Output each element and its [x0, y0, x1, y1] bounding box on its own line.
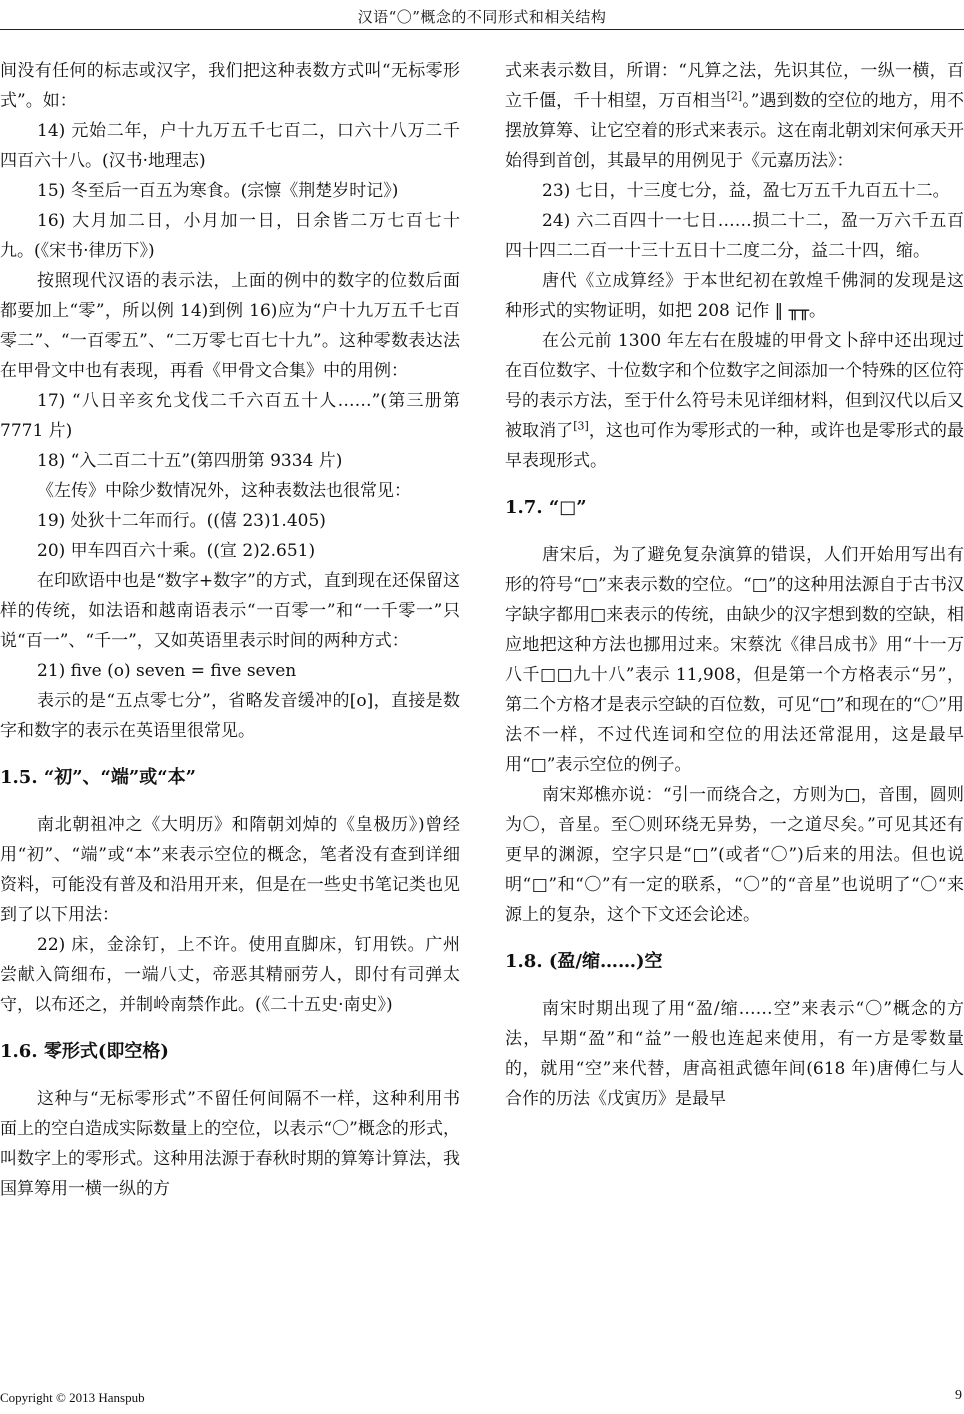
example-23: 23) 七日，十三度七分，益，盈七万五千九百五十二。 — [542, 181, 950, 201]
copyright: Copyright © 2013 Hanspub — [0, 1390, 145, 1405]
paragraph: 南北朝祖冲之《大明历》和隋朝刘焯的《皇极历》)曾经用“初”、“端”或“本”来表示空位的概念，笔者没有查到详细资料，可能没有普及和沿用开来，但是在一些史书笔记类也见到了以下用法： — [0, 815, 460, 925]
example-21: 21) five (o) seven = five seven — [37, 661, 297, 681]
example-24: 24) 六二百四十一七日……损二十二，盈一万六千五百四十四二二百一十三十五日十二度二分，益二十四，缩。 — [505, 211, 964, 261]
page-number: 9 — [955, 1388, 962, 1403]
section-heading-1-8: 1.8. (盈/缩……)空 — [505, 951, 663, 972]
paragraph-text: 。”遇到数的空位的地方，用不摆放算筹、让它空着的形式来表示。这在南北朝刘宋何承天开始得到首创，其最早的用例见于《元嘉历法》： — [505, 91, 964, 171]
example-15: 15) 冬至后一百五为寒食。(宗懔《荆楚岁时记》) — [37, 181, 399, 201]
paragraph: 唐宋后，为了避免复杂演算的错误，人们开始用写出有形的符号“□”来表示数的空位。“□”的这种用法源自于古书汉字缺字都用□来表示的传统，由缺少的汉字想到数的空缺，相应地把这种方法也挪用过来。宋蔡沈《律吕成书》用“十一万八千□□九十八”表示 11,908，但是第一个方格表示“另”，第二个方格才是表示空缺的百位数，可见“□”和现在的“〇”用法不一样，不过代连词和空位的用法还常混用，这是最早用“□”表示空位的例子。 — [505, 545, 964, 775]
paragraph: 按照现代汉语的表示法，上面的例中的数字的位数后面都要加上“零”，所以例 14)到例 16)应为“户十九万五千七百零二”、“一百零五”、“二万零七百七十九”。这种零数表达法在甲骨文中也有表现，再看《甲骨文合集》中的用例： — [0, 271, 460, 381]
paragraph-text: 式来表示数目，所谓：“凡算之法，先识其位，一纵一横，百立千僵，千十相望，万百相当 — [505, 61, 964, 111]
example-14: 14) 元始二年，户十九万五千七百二，口六十八万二千四百六十八。(汉书·地理志) — [0, 121, 460, 171]
paragraph: 南宋郑樵亦说：“引一而绕合之，方则为□，音围，圆则为〇，音星。至〇则环绕无异势，一之道尽矣。”可见其还有更早的渊源，空字只是“□”(或者“〇”)后来的用法。但也说明“□”和“〇”有一定的联系，“〇”的“音星”也说明了“〇“来源上的复杂，这个下文还会论述。 — [505, 785, 964, 925]
paragraph: 唐代《立成算经》于本世纪初在敦煌千佛洞的发现是这种形式的实物证明，如把 208 记作 ‖ ╥╥。 — [505, 271, 964, 321]
example-18: 18) “入二百二十五”(第四册第 9334 片) — [37, 451, 343, 471]
section-heading-1-5: 1.5. “初”、“端”或“本” — [0, 767, 196, 788]
left-column — [0, 56, 460, 1204]
paragraph-text: ，这也可作为零形式的一种，或许也是零形式的最早表现形式。 — [505, 421, 964, 471]
right-column — [505, 56, 964, 1114]
paragraph: 间没有任何的标志或汉字，我们把这种表数方式叫“无标零形式”。如： — [0, 61, 460, 111]
paragraph: 这种与“无标零形式”不留任何间隔不一样，这种利用书面上的空白造成实际数量上的空位，以表示“〇”概念的形式，叫数字上的零形式。这种用法源于春秋时期的算筹计算法，我国算筹用一横一纵的方 — [0, 1089, 460, 1199]
section-heading-1-7: 1.7. “□” — [505, 497, 587, 518]
example-19: 19) 处狄十二年而行。((僖 23)1.405) — [37, 511, 326, 531]
example-20: 20) 甲车四百六十乘。((宣 2)2.651) — [37, 541, 316, 561]
citation-2: [2] — [726, 89, 743, 103]
paragraph: 在印欧语中也是“数字+数字”的方式，直到现在还保留这样的传统，如法语和越南语表示“一百零一”和“一千零一”只说“百一”、“千一”，又如英语里表示时间的两种方式： — [0, 571, 460, 651]
citation-3: [3] — [573, 419, 589, 433]
paragraph: 南宋时期出现了用“盈/缩……空”来表示“〇”概念的方法，早期“盈”和“益”一般也连起来使用，有一方是零数量的，就用“空”来代替，唐高祖武德年间(618 年)唐傅仁与人合作的历法《戊寅历》是最早 — [505, 999, 964, 1109]
example-17: 17) “八日辛亥允戈伐二千六百五十人……”(第三册第 7771 片) — [0, 391, 460, 441]
section-heading-1-6: 1.6. 零形式(即空格) — [0, 1041, 169, 1062]
paragraph-text: 在公元前 1300 年左右在殷墟的甲骨文卜辞中还出现过在百位数字、十位数字和个位数字之间添加一个特殊的区位符号的表示方法，至于什么符号未见详细材料，但到汉代以后又被取消了 — [505, 331, 964, 441]
paragraph: 表示的是“五点零七分”，省略发音缓冲的[o]，直接是数字和数字的表示在英语里很常见。 — [0, 691, 460, 741]
paragraph — [505, 56, 964, 176]
example-22: 22) 床，金涂钉，上不许。使用直脚床，钉用铁。广州尝献入筒细布，一端八丈，帝恶其精丽劳人，即付有司弹太守，以布还之，并制岭南禁作此。(《二十五史·南史》) — [0, 935, 460, 1015]
header-rule — [0, 29, 964, 30]
paragraph — [505, 326, 964, 476]
paragraph: 《左传》中除少数情况外，这种表数法也很常见： — [37, 481, 411, 501]
example-16: 16) 大月加二日，小月加一日，日余皆二万七百七十九。(《宋书·律历下》) — [0, 211, 460, 261]
running-header: 汉语“〇”概念的不同形式和相关结构 — [357, 8, 607, 26]
